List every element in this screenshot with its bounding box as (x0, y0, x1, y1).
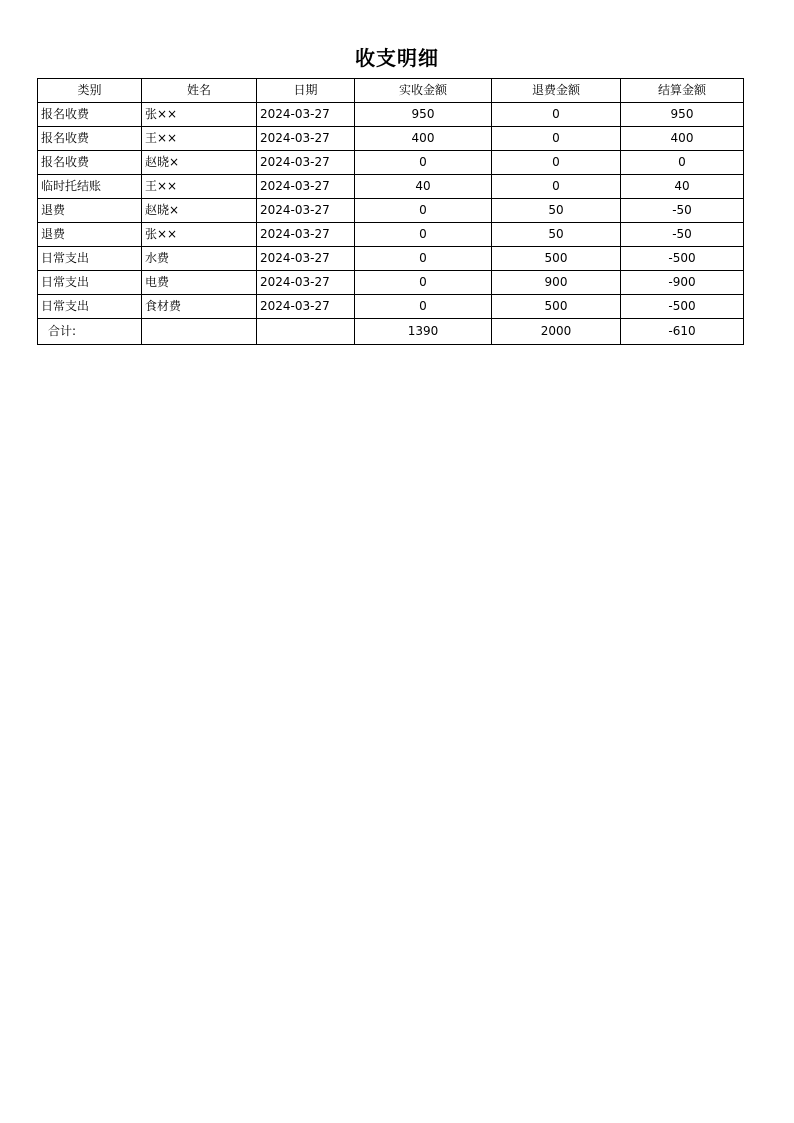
column-header-date: 日期 (257, 79, 355, 103)
cell-settled: -50 (621, 223, 744, 247)
cell-refund: 900 (492, 271, 621, 295)
table-row (38, 199, 744, 223)
cell-date: 2024-03-27 (257, 271, 355, 295)
cell-category: 退费 (38, 199, 142, 223)
column-header-received: 实收金额 (355, 79, 492, 103)
cell-name: 水费 (142, 247, 257, 271)
column-header-category: 类别 (38, 79, 142, 103)
cell-name: 张×× (142, 103, 257, 127)
table-row (38, 295, 744, 319)
total-refund: 2000 (492, 319, 621, 345)
cell-category: 日常支出 (38, 247, 142, 271)
total-name-empty (142, 319, 257, 345)
total-settled: -610 (621, 319, 744, 345)
column-header-settled: 结算金额 (621, 79, 744, 103)
table-row (38, 223, 744, 247)
cell-category: 日常支出 (38, 271, 142, 295)
cell-category: 日常支出 (38, 295, 142, 319)
page-title: 收支明细 (355, 46, 439, 70)
cell-refund: 50 (492, 199, 621, 223)
cell-date: 2024-03-27 (257, 295, 355, 319)
cell-settled: 40 (621, 175, 744, 199)
cell-received: 0 (355, 271, 492, 295)
cell-date: 2024-03-27 (257, 151, 355, 175)
total-date-empty (257, 319, 355, 345)
cell-name: 王×× (142, 175, 257, 199)
table-row (38, 271, 744, 295)
ledger-table (37, 78, 744, 345)
table-row (38, 103, 744, 127)
cell-date: 2024-03-27 (257, 103, 355, 127)
cell-refund: 500 (492, 247, 621, 271)
cell-refund: 0 (492, 175, 621, 199)
cell-name: 王×× (142, 127, 257, 151)
cell-name: 赵晓× (142, 199, 257, 223)
cell-name: 张×× (142, 223, 257, 247)
cell-received: 0 (355, 151, 492, 175)
total-received: 1390 (355, 319, 492, 345)
cell-received: 0 (355, 247, 492, 271)
cell-category: 报名收费 (38, 127, 142, 151)
total-label: 合计: (38, 319, 142, 345)
cell-category: 报名收费 (38, 103, 142, 127)
cell-settled: 950 (621, 103, 744, 127)
cell-date: 2024-03-27 (257, 247, 355, 271)
cell-refund: 50 (492, 223, 621, 247)
cell-date: 2024-03-27 (257, 127, 355, 151)
cell-settled: -900 (621, 271, 744, 295)
cell-refund: 0 (492, 127, 621, 151)
cell-refund: 0 (492, 151, 621, 175)
cell-category: 报名收费 (38, 151, 142, 175)
cell-name: 赵晓× (142, 151, 257, 175)
cell-received: 0 (355, 295, 492, 319)
table-row (38, 175, 744, 199)
column-header-refund: 退费金额 (492, 79, 621, 103)
cell-settled: -50 (621, 199, 744, 223)
cell-name: 电费 (142, 271, 257, 295)
cell-settled: 400 (621, 127, 744, 151)
total-row (38, 319, 744, 345)
cell-received: 40 (355, 175, 492, 199)
cell-received: 0 (355, 199, 492, 223)
cell-category: 临时托结账 (38, 175, 142, 199)
cell-date: 2024-03-27 (257, 199, 355, 223)
cell-refund: 0 (492, 103, 621, 127)
table-row (38, 151, 744, 175)
cell-date: 2024-03-27 (257, 175, 355, 199)
cell-category: 退费 (38, 223, 142, 247)
cell-received: 950 (355, 103, 492, 127)
cell-refund: 500 (492, 295, 621, 319)
table-header-row (38, 79, 744, 103)
table-row (38, 127, 744, 151)
cell-date: 2024-03-27 (257, 223, 355, 247)
cell-settled: -500 (621, 295, 744, 319)
cell-name: 食材费 (142, 295, 257, 319)
cell-received: 400 (355, 127, 492, 151)
cell-received: 0 (355, 223, 492, 247)
cell-settled: 0 (621, 151, 744, 175)
table-row (38, 247, 744, 271)
column-header-name: 姓名 (142, 79, 257, 103)
cell-settled: -500 (621, 247, 744, 271)
